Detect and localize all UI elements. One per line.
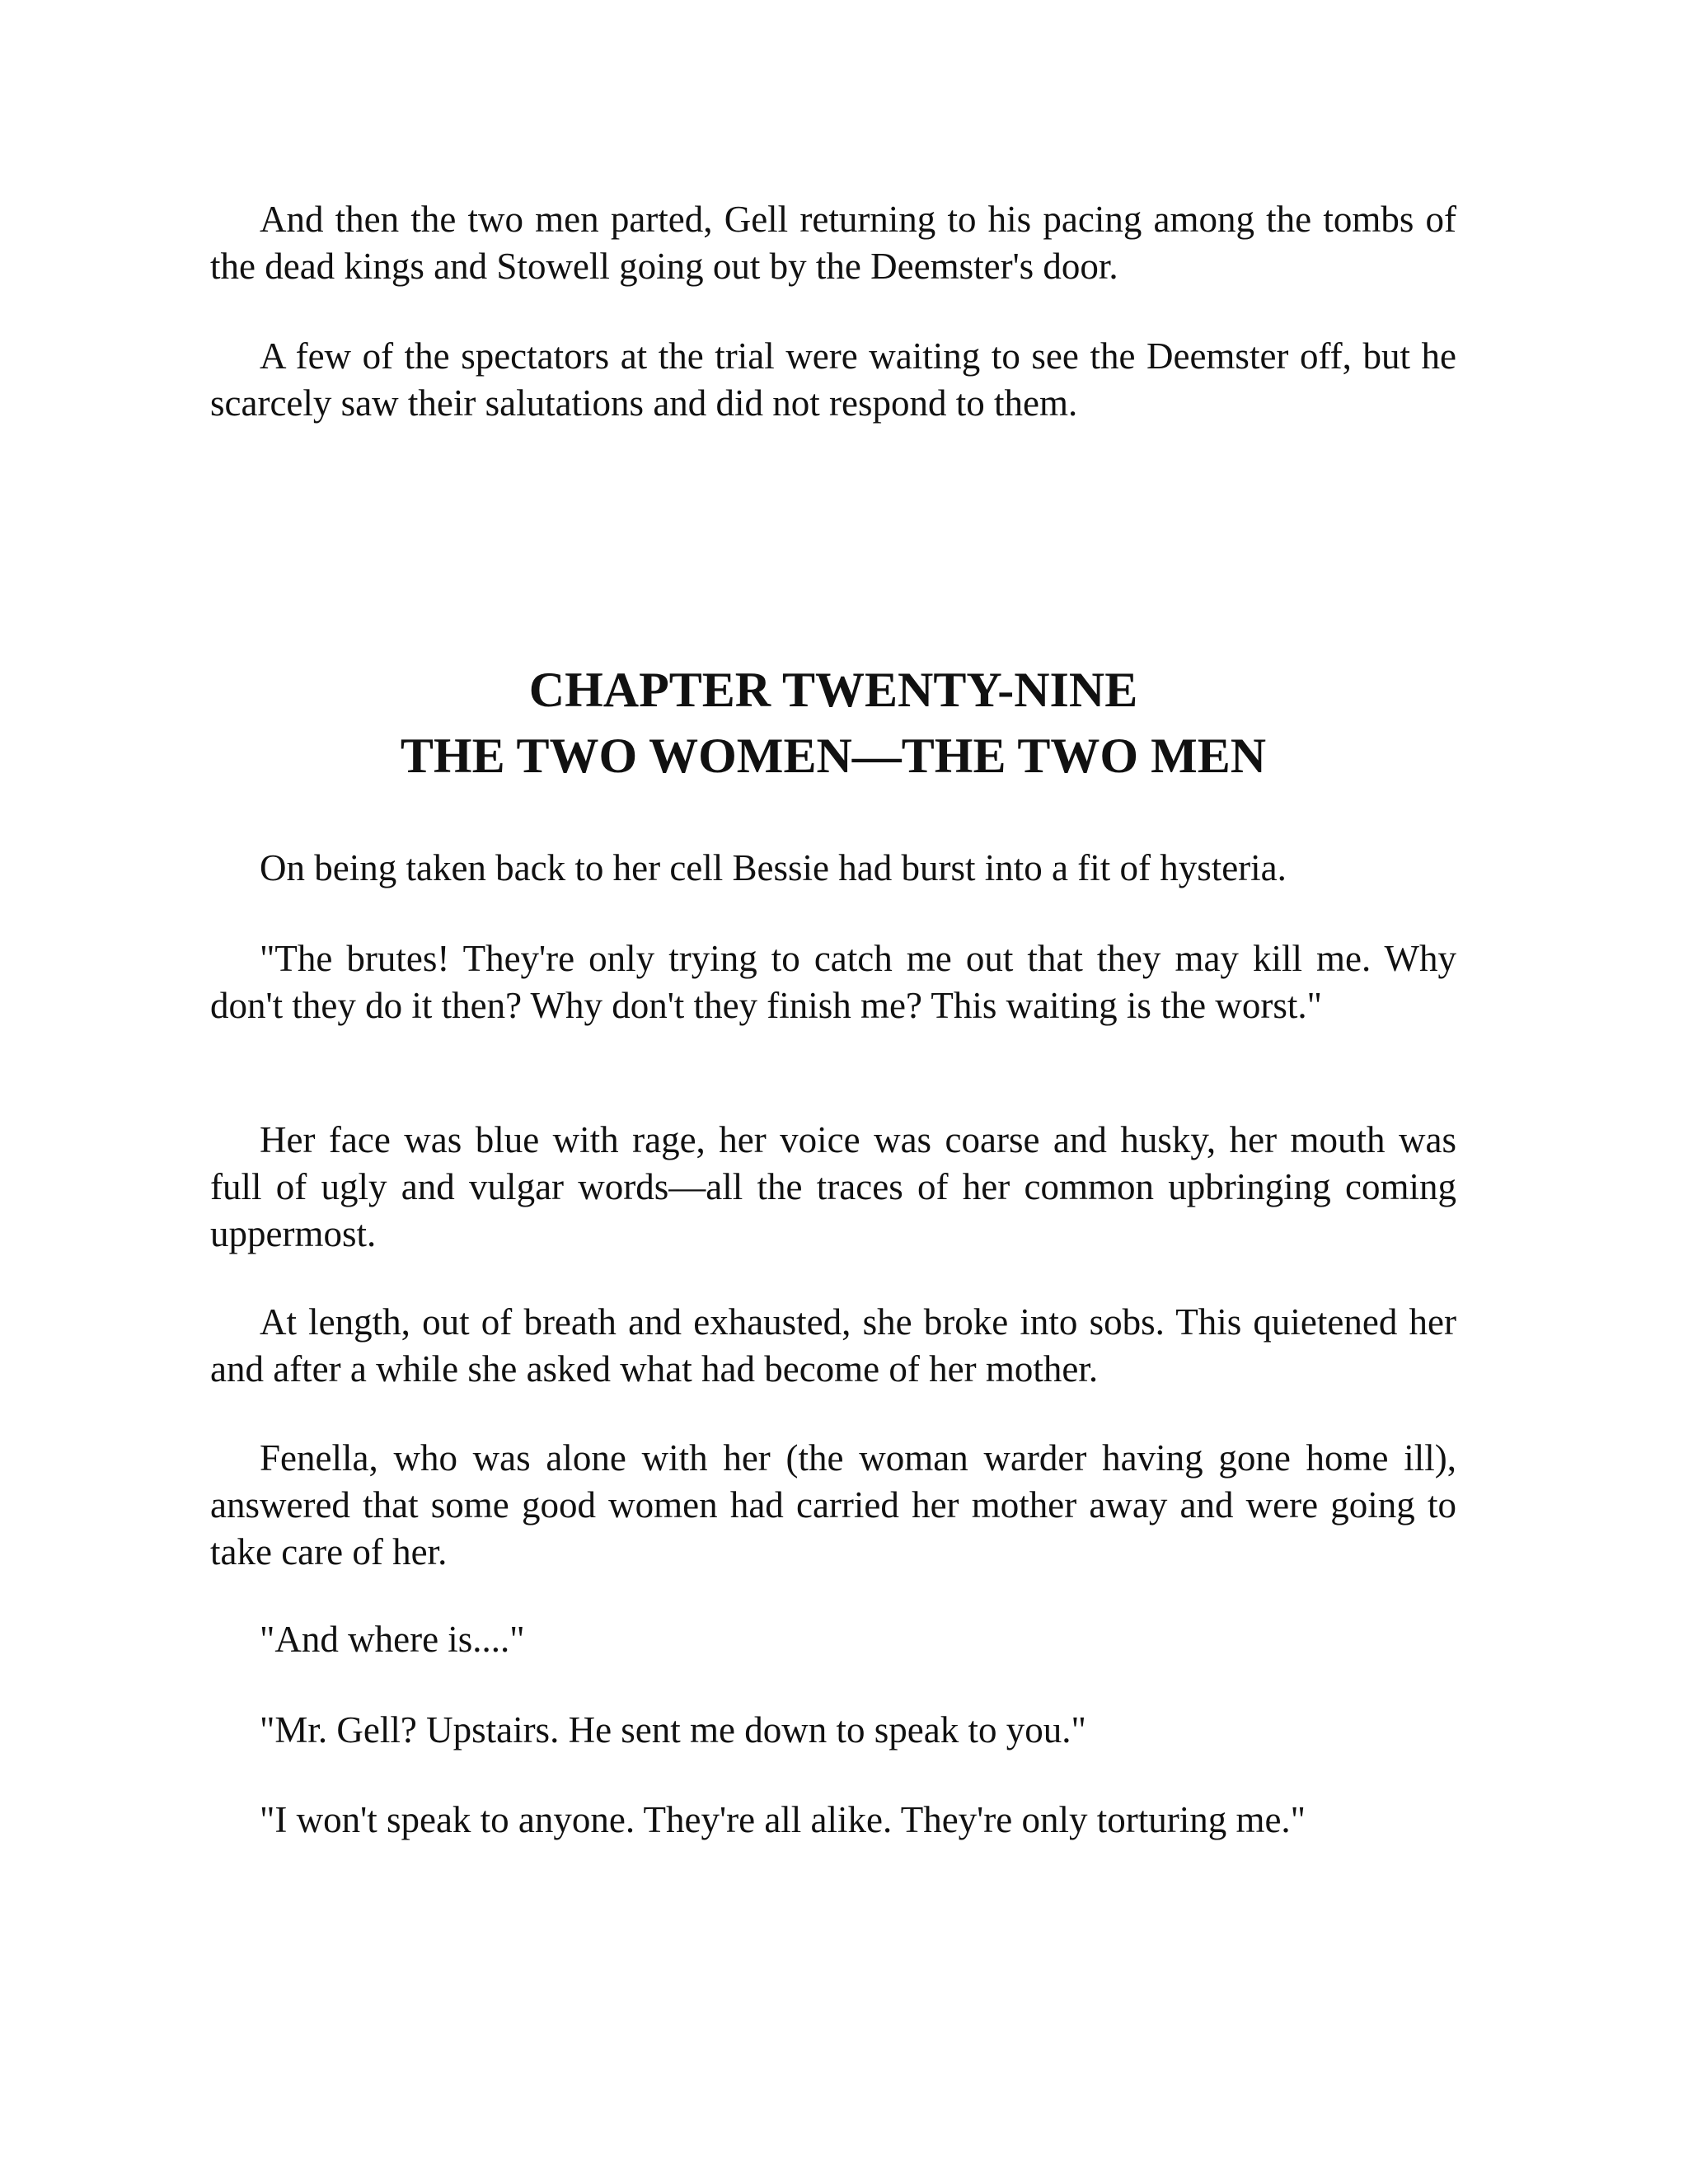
paragraph: Fenella, who was alone with her (the woman warder having gone home ill), answered that some good women had carried her mother away and were going to take care of her. [210,1437,1456,1572]
paragraph: "I won't speak to anyone. They're all alike. They're only torturing me." [260,1799,1306,1840]
paragraph: On being taken back to her cell Bessie had burst into a fit of hysteria. [260,847,1287,888]
chapter-number: CHAPTER TWENTY-NINE [528,663,1138,717]
paragraph: "And where is...." [260,1619,525,1660]
paragraph: "The brutes! They're only trying to catch me out that they may kill me. Why don't they do it then? Why don't they finish me? This waiting is the worst." [210,938,1456,1026]
chapter-heading [210,657,1456,789]
paragraph: At length, out of breath and exhausted, she broke into sobs. This quietened her and after a while she asked what had become of her mother. [210,1301,1456,1390]
paragraph: A few of the spectators at the trial were waiting to see the Deemster off, but he scarcely saw their salutations and did not respond to them. [210,335,1456,424]
paragraph: "Mr. Gell? Upstairs. He sent me down to speak to you." [260,1709,1086,1750]
book-page [210,0,1456,2184]
paragraph: And then the two men parted, Gell returning to his pacing among the tombs of the dead kings and Stowell going out by the Deemster's door. [210,199,1456,287]
chapter-title: THE TWO WOMEN—THE TWO MEN [400,729,1267,783]
paragraph: Her face was blue with rage, her voice was coarse and husky, her mouth was full of ugly and vulgar words—all the traces of her common upbringing coming uppermost. [210,1119,1456,1254]
